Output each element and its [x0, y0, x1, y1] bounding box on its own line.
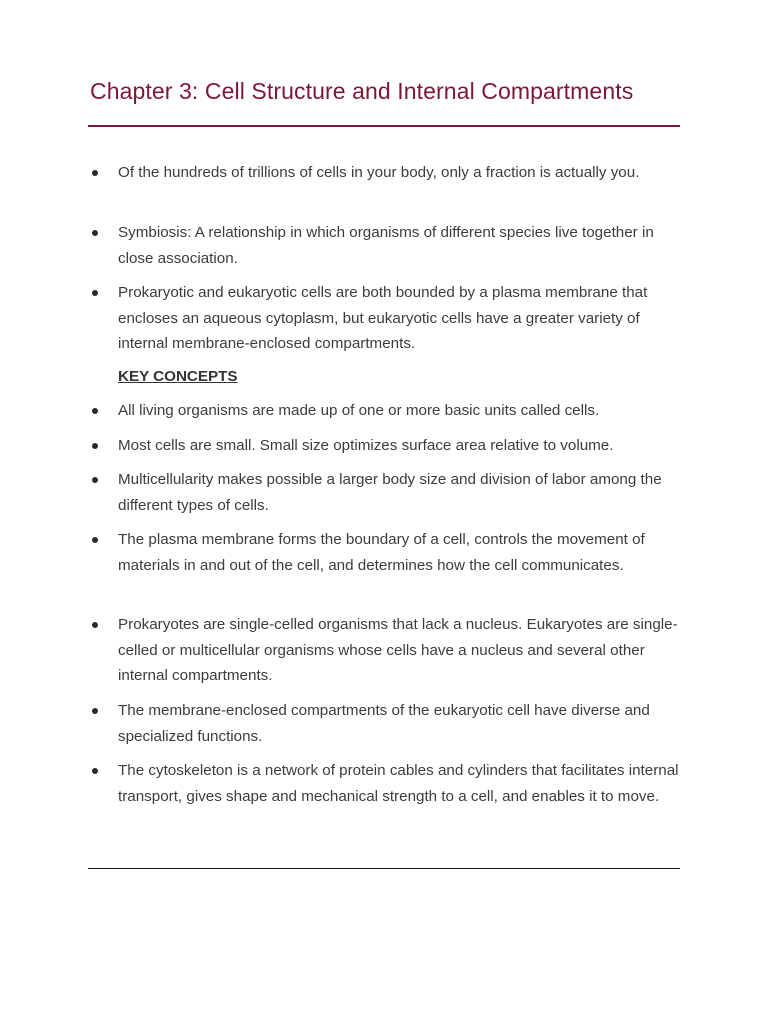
- list-item: [88, 527, 688, 578]
- key-concepts-heading: KEY CONCEPTS: [118, 368, 238, 385]
- list-item: [88, 398, 688, 424]
- bullet-icon: [92, 170, 98, 176]
- page-title: Chapter 3: Cell Structure and Internal Compartments: [90, 78, 634, 104]
- list-item-text: Of the hundreds of trillions of cells in your body, only a fraction is actually you.: [118, 164, 640, 181]
- bullet-icon: [92, 477, 98, 483]
- list-item-text: Symbiosis: A relationship in which organisms of different species live together in close association.: [118, 224, 654, 267]
- bullet-icon: [92, 768, 98, 774]
- bullet-icon: [92, 408, 98, 414]
- list-item: [88, 220, 688, 271]
- bullet-icon: [92, 622, 98, 628]
- footer-divider: [88, 868, 680, 869]
- bullet-icon: [92, 230, 98, 236]
- title-divider: [88, 125, 680, 127]
- bullet-icon: [92, 443, 98, 449]
- list-item: [88, 280, 688, 357]
- list-item: [88, 467, 688, 518]
- list-item-text: Multicellularity makes possible a larger body size and division of labor among the different types of cells.: [118, 471, 662, 514]
- bullet-icon: [92, 290, 98, 296]
- list-item-text: Prokaryotic and eukaryotic cells are both bounded by a plasma membrane that encloses an aqueous cytoplasm, but eukaryotic cells have a greater variety of internal membrane-enclosed compartments.: [118, 284, 648, 352]
- bullet-icon: [92, 708, 98, 714]
- list-item: [88, 160, 688, 186]
- bullet-icon: [92, 537, 98, 543]
- list-item-text: The membrane-enclosed compartments of the eukaryotic cell have diverse and specialized functions.: [118, 702, 650, 745]
- list-item: [88, 758, 688, 809]
- list-item-text: Most cells are small. Small size optimizes surface area relative to volume.: [118, 437, 614, 454]
- list-item-text: The plasma membrane forms the boundary of a cell, controls the movement of materials in and out of the cell, and determines how the cell communicates.: [118, 531, 645, 574]
- list-item-text: The cytoskeleton is a network of protein cables and cylinders that facilitates internal transport, gives shape and mechanical strength to a cell, and enables it to move.: [118, 762, 679, 805]
- list-item: [88, 698, 688, 749]
- list-item: [88, 612, 688, 689]
- list-item: [88, 433, 688, 459]
- list-item-text: All living organisms are made up of one or more basic units called cells.: [118, 402, 600, 419]
- list-item-text: Prokaryotes are single-celled organisms that lack a nucleus. Eukaryotes are single-celled or multicellular organisms whose cells have a nucleus and several other internal compartments.: [118, 616, 678, 684]
